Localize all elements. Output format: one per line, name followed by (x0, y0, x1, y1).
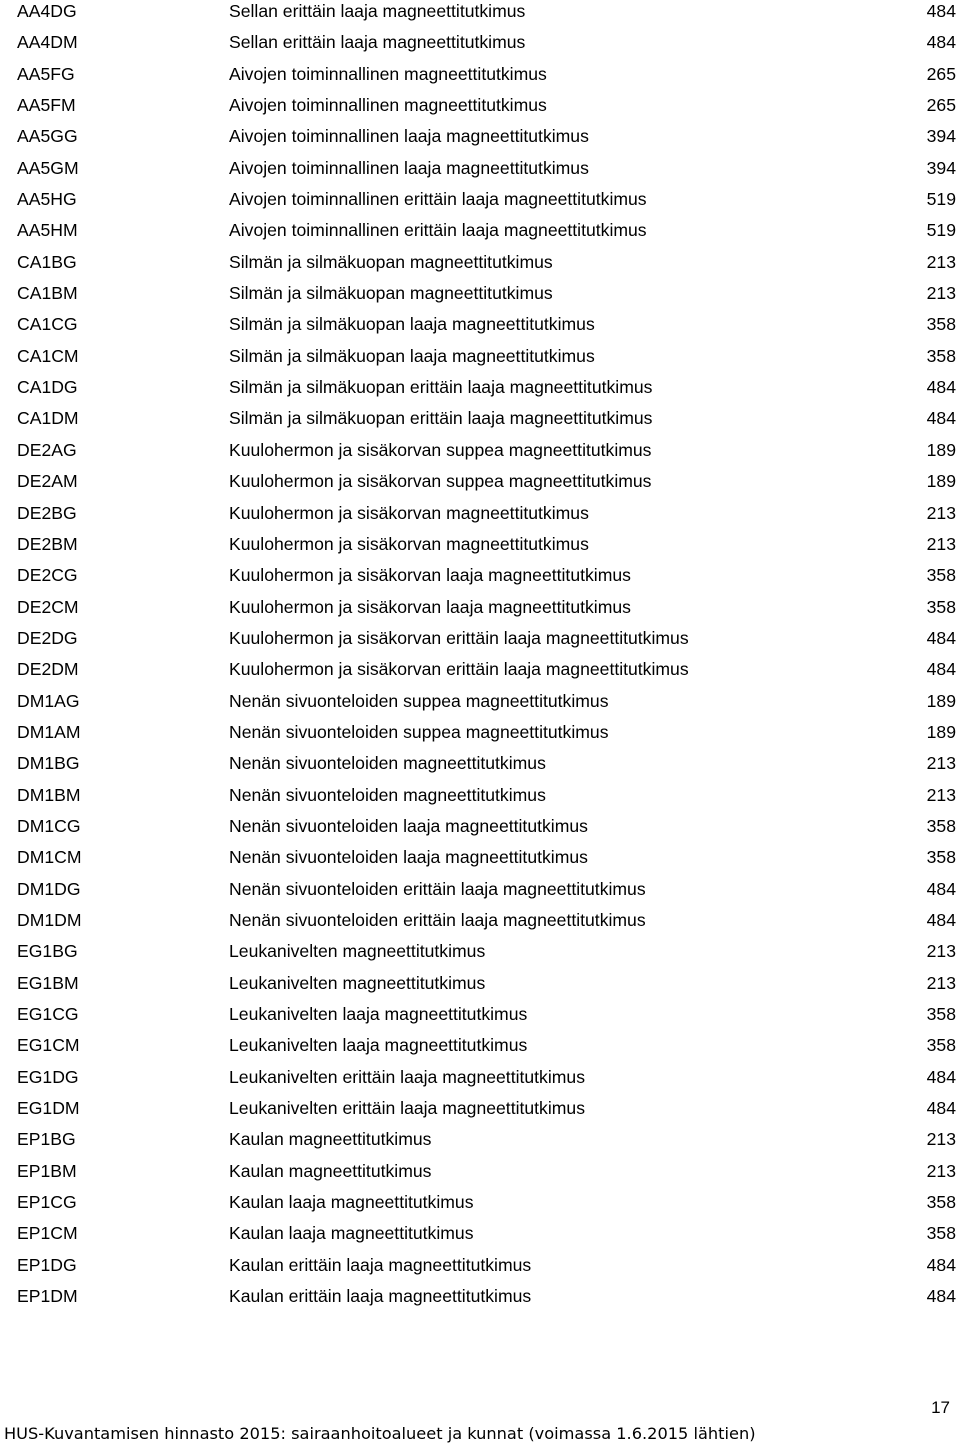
table-row (0, 658, 960, 689)
procedure-price: 519 (926, 189, 956, 210)
procedure-price: 213 (926, 1160, 956, 1181)
procedure-description: Kuulohermon ja sisäkorvan suppea magneettitutkimus (229, 471, 652, 492)
table-row (0, 878, 960, 909)
table-row (0, 439, 960, 470)
procedure-description: Kaulan magneettitutkimus (229, 1160, 432, 1181)
procedure-code: AA5FM (17, 95, 76, 116)
procedure-code: EP1BG (17, 1129, 76, 1150)
table-row (0, 1128, 960, 1159)
table-row (0, 1066, 960, 1097)
procedure-price: 189 (926, 439, 956, 460)
procedure-price: 358 (926, 314, 956, 335)
table-row (0, 376, 960, 407)
procedure-description: Aivojen toiminnallinen magneettitutkimus (229, 95, 547, 116)
procedure-code: DE2BM (17, 533, 78, 554)
procedure-description: Nenän sivuonteloiden suppea magneettitutkimus (229, 721, 609, 742)
procedure-code: CA1DG (17, 377, 78, 398)
procedure-price: 213 (926, 251, 956, 272)
procedure-code: EP1DM (17, 1286, 78, 1307)
procedure-code: AA5GM (17, 157, 79, 178)
procedure-price: 358 (926, 565, 956, 586)
table-row (0, 63, 960, 94)
procedure-price: 358 (926, 847, 956, 868)
procedure-description: Kuulohermon ja sisäkorvan magneettitutkimus (229, 502, 589, 523)
table-row (0, 502, 960, 533)
procedure-code: DM1DG (17, 878, 81, 899)
procedure-description: Silmän ja silmäkuopan erittäin laaja magneettitutkimus (229, 408, 653, 429)
procedure-price: 213 (926, 972, 956, 993)
procedure-price: 213 (926, 502, 956, 523)
table-row (0, 815, 960, 846)
procedure-description: Sellan erittäin laaja magneettitutkimus (229, 1, 526, 21)
procedure-price: 519 (926, 220, 956, 241)
procedure-description: Nenän sivuonteloiden laaja magneettitutkimus (229, 847, 588, 868)
procedure-description: Leukanivelten laaja magneettitutkimus (229, 1035, 528, 1056)
table-row (0, 1034, 960, 1065)
procedure-code: AA5HM (17, 220, 78, 241)
procedure-code: EG1BM (17, 972, 79, 993)
procedure-description: Nenän sivuonteloiden erittäin laaja magneettitutkimus (229, 878, 646, 899)
procedure-price: 484 (926, 909, 956, 930)
procedure-description: Silmän ja silmäkuopan magneettitutkimus (229, 283, 553, 304)
procedure-price: 358 (926, 1004, 956, 1024)
table-row (0, 219, 960, 250)
procedure-code: DE2CM (17, 596, 79, 617)
procedure-price: 484 (926, 32, 956, 53)
procedure-description: Leukanivelten erittäin laaja magneettitutkimus (229, 1098, 585, 1119)
procedure-price: 213 (926, 753, 956, 774)
table-row (0, 564, 960, 595)
procedure-description: Nenän sivuonteloiden laaja magneettitutkimus (229, 815, 588, 836)
table-row (0, 533, 960, 564)
procedure-price: 213 (926, 1129, 956, 1150)
table-row (0, 94, 960, 125)
table-row (0, 690, 960, 721)
procedure-price: 213 (926, 784, 956, 805)
table-row (0, 596, 960, 627)
procedure-price: 394 (926, 126, 956, 147)
procedure-code: EG1DM (17, 1098, 80, 1119)
table-row (0, 0, 960, 31)
procedure-description: Kuulohermon ja sisäkorvan magneettitutkimus (229, 533, 589, 554)
procedure-code: DE2AM (17, 471, 78, 492)
procedure-price: 358 (926, 815, 956, 836)
procedure-code: DM1CG (17, 815, 81, 836)
procedure-price: 394 (926, 157, 956, 178)
table-row (0, 470, 960, 501)
procedure-price: 484 (926, 627, 956, 648)
procedure-description: Silmän ja silmäkuopan erittäin laaja magneettitutkimus (229, 377, 653, 398)
procedure-description: Kuulohermon ja sisäkorvan suppea magneettitutkimus (229, 439, 652, 460)
procedure-price: 484 (926, 659, 956, 680)
procedure-code: DE2CG (17, 565, 78, 586)
procedure-code: DE2DM (17, 659, 79, 680)
procedure-price: 358 (926, 1035, 956, 1056)
procedure-description: Kaulan magneettitutkimus (229, 1129, 432, 1150)
procedure-price: 358 (926, 1223, 956, 1244)
procedure-description: Aivojen toiminnallinen erittäin laaja magneettitutkimus (229, 220, 647, 241)
procedure-price: 213 (926, 283, 956, 304)
procedure-price: 213 (926, 533, 956, 554)
procedure-description: Aivojen toiminnallinen erittäin laaja magneettitutkimus (229, 189, 647, 210)
table-row (0, 752, 960, 783)
table-row (0, 1285, 960, 1316)
procedure-price: 358 (926, 1192, 956, 1213)
procedure-code: AA5GG (17, 126, 78, 147)
procedure-code: EG1DG (17, 1066, 79, 1087)
procedure-code: EG1CM (17, 1035, 80, 1056)
procedure-description: Nenän sivuonteloiden magneettitutkimus (229, 784, 546, 805)
procedure-code: AA4DM (17, 32, 78, 53)
page-footer: HUS-Kuvantamisen hinnasto 2015: sairaanhoitoalueet ja kunnat (voimassa 1.6.2015 lähtien) (4, 1424, 756, 1443)
procedure-code: EP1CM (17, 1223, 78, 1244)
procedure-price: 265 (926, 63, 956, 84)
procedure-code: CA1DM (17, 408, 79, 429)
procedure-code: DM1AG (17, 690, 80, 711)
procedure-description: Silmän ja silmäkuopan laaja magneettitutkimus (229, 345, 595, 366)
table-row (0, 909, 960, 940)
procedure-price: 265 (926, 95, 956, 116)
procedure-code: DE2AG (17, 439, 77, 460)
procedure-description: Leukanivelten magneettitutkimus (229, 941, 486, 962)
table-row (0, 1097, 960, 1128)
procedure-price: 484 (926, 377, 956, 398)
procedure-description: Leukanivelten laaja magneettitutkimus (229, 1004, 528, 1024)
table-row (0, 627, 960, 658)
procedure-code: DM1CM (17, 847, 82, 868)
procedure-description: Kaulan erittäin laaja magneettitutkimus (229, 1254, 532, 1275)
table-row (0, 157, 960, 188)
table-row (0, 31, 960, 62)
procedure-code: DM1BM (17, 784, 81, 805)
table-row (0, 251, 960, 282)
procedure-code: AA5HG (17, 189, 77, 210)
procedure-price: 358 (926, 345, 956, 366)
procedure-code: EP1BM (17, 1160, 77, 1181)
procedure-price: 484 (926, 1098, 956, 1119)
procedure-price: 213 (926, 941, 956, 962)
procedure-price: 484 (926, 1, 956, 21)
procedure-price: 189 (926, 471, 956, 492)
table-row (0, 1160, 960, 1191)
procedure-code: DM1BG (17, 753, 80, 774)
procedure-price: 189 (926, 721, 956, 742)
table-row (0, 1254, 960, 1285)
table-row (0, 721, 960, 752)
procedure-description: Nenän sivuonteloiden magneettitutkimus (229, 753, 546, 774)
procedure-code: CA1BG (17, 251, 77, 272)
table-row (0, 940, 960, 971)
procedure-code: DE2DG (17, 627, 78, 648)
table-row (0, 282, 960, 313)
procedure-description: Sellan erittäin laaja magneettitutkimus (229, 32, 526, 53)
procedure-code: EG1CG (17, 1004, 79, 1024)
procedure-description: Kaulan laaja magneettitutkimus (229, 1223, 474, 1244)
procedure-code: DE2BG (17, 502, 77, 523)
procedure-price: 484 (926, 878, 956, 899)
procedure-price: 189 (926, 690, 956, 711)
procedure-description: Leukanivelten erittäin laaja magneettitutkimus (229, 1066, 585, 1087)
procedure-description: Kuulohermon ja sisäkorvan erittäin laaja magneettitutkimus (229, 627, 689, 648)
table-row (0, 345, 960, 376)
procedure-description: Kaulan laaja magneettitutkimus (229, 1192, 474, 1213)
procedure-code: CA1BM (17, 283, 78, 304)
procedure-description: Nenän sivuonteloiden erittäin laaja magneettitutkimus (229, 909, 646, 930)
procedure-description: Aivojen toiminnallinen laaja magneettitutkimus (229, 157, 589, 178)
procedure-description: Silmän ja silmäkuopan magneettitutkimus (229, 251, 553, 272)
procedure-code: CA1CM (17, 345, 79, 366)
table-row (0, 313, 960, 344)
procedure-code: CA1CG (17, 314, 78, 335)
procedure-price: 358 (926, 596, 956, 617)
table-row (0, 407, 960, 438)
page-number: 17 (931, 1398, 950, 1417)
procedure-description: Kuulohermon ja sisäkorvan erittäin laaja magneettitutkimus (229, 659, 689, 680)
table-row (0, 1003, 960, 1034)
procedure-description: Aivojen toiminnallinen laaja magneettitutkimus (229, 126, 589, 147)
procedure-description: Kuulohermon ja sisäkorvan laaja magneettitutkimus (229, 565, 631, 586)
procedure-description: Nenän sivuonteloiden suppea magneettitutkimus (229, 690, 609, 711)
procedure-price: 484 (926, 1066, 956, 1087)
procedure-description: Kuulohermon ja sisäkorvan laaja magneettitutkimus (229, 596, 631, 617)
table-row (0, 1222, 960, 1253)
procedure-code: AA5FG (17, 63, 75, 84)
table-row (0, 972, 960, 1003)
table-row (0, 846, 960, 877)
procedure-price: 484 (926, 408, 956, 429)
procedure-code: EP1CG (17, 1192, 77, 1213)
procedure-code: EP1DG (17, 1254, 77, 1275)
table-row (0, 1191, 960, 1222)
procedure-description: Kaulan erittäin laaja magneettitutkimus (229, 1286, 532, 1307)
procedure-code: DM1AM (17, 721, 81, 742)
table-row (0, 125, 960, 156)
procedure-code: AA4DG (17, 1, 77, 21)
table-row (0, 188, 960, 219)
procedure-code: EG1BG (17, 941, 78, 962)
procedure-price: 484 (926, 1254, 956, 1275)
procedure-description: Silmän ja silmäkuopan laaja magneettitutkimus (229, 314, 595, 335)
procedure-description: Leukanivelten magneettitutkimus (229, 972, 486, 993)
procedure-code: DM1DM (17, 909, 82, 930)
procedure-description: Aivojen toiminnallinen magneettitutkimus (229, 63, 547, 84)
procedure-price: 484 (926, 1286, 956, 1307)
table-row (0, 784, 960, 815)
